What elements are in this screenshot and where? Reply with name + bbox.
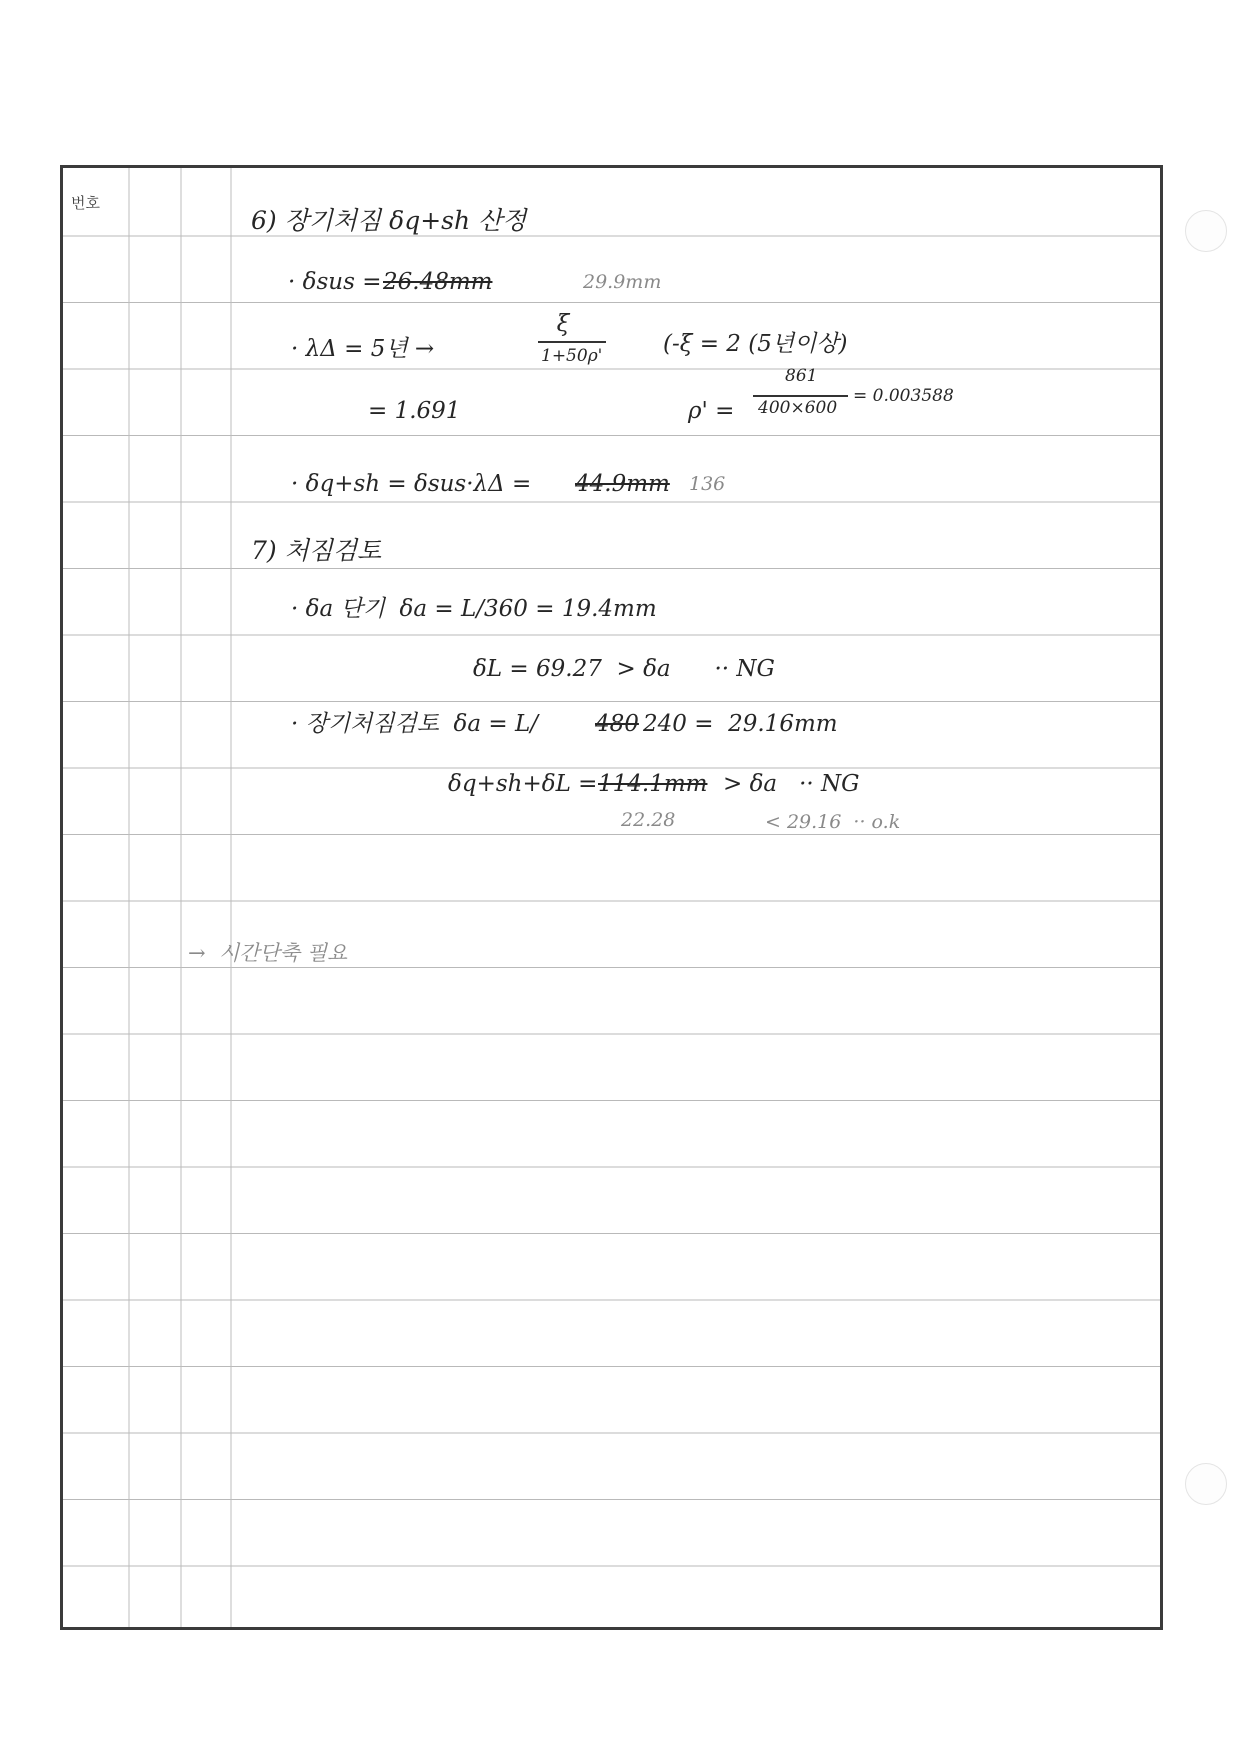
dsus-label: · δsus = — [288, 269, 382, 295]
lambda-fraction-denominator: 1+50ρ' — [541, 346, 603, 366]
long-term-sum-old: 114.1mm — [598, 771, 708, 797]
long-term-divisor: 240 = 29.16mm — [643, 711, 838, 737]
number-label: 번호 — [71, 194, 100, 212]
dqsh-old-value: 44.9mm — [575, 471, 670, 497]
rho-label: ρ' = — [688, 398, 735, 424]
punch-hole-top — [1185, 210, 1227, 252]
lambda-fraction-numerator: ξ — [556, 311, 570, 337]
lambda-label: · λΔ = 5년 → — [291, 336, 435, 362]
long-term-new-value: 22.28 — [621, 809, 676, 831]
punch-hole-bottom — [1185, 1463, 1227, 1505]
long-term-sum-label: δq+sh+δL = — [448, 771, 598, 797]
long-term-label: · 장기처짐검토 δa = L/ — [291, 711, 539, 737]
ruled-lines — [63, 168, 1163, 1630]
section-7-title: 7) 처짐검토 — [251, 536, 382, 565]
time-reduction-note: → 시간단축 필요 — [188, 941, 348, 965]
dsus-new-value: 29.9mm — [583, 271, 662, 293]
dsus-old-value: 26.48mm — [383, 269, 493, 295]
rho-numerator: 861 — [785, 366, 818, 386]
long-term-old-divisor: 480 — [595, 711, 639, 737]
rho-value: = 0.003588 — [853, 386, 954, 406]
dqsh-label: · δq+sh = δsus·λΔ = — [291, 471, 532, 497]
long-term-new-result: < 29.16 ·· o.k — [765, 811, 901, 833]
lambda-fraction-bar — [538, 341, 606, 343]
section-6-title: 6) 장기처짐 δq+sh 산정 — [251, 206, 527, 235]
short-term-result: δL = 69.27 > δa ·· NG — [473, 656, 775, 682]
xi-label: (-ξ = 2 (5년이상) — [663, 331, 848, 357]
long-term-sum-result: > δa ·· NG — [723, 771, 860, 797]
short-term-check: · δa 단기 δa = L/360 = 19.4mm — [291, 596, 657, 622]
lambda-value: = 1.691 — [368, 398, 461, 424]
rho-fraction-bar — [753, 395, 848, 397]
dqsh-new-value: 136 — [689, 473, 726, 495]
rho-denominator: 400×600 — [758, 398, 838, 418]
note-sheet — [60, 165, 1163, 1630]
